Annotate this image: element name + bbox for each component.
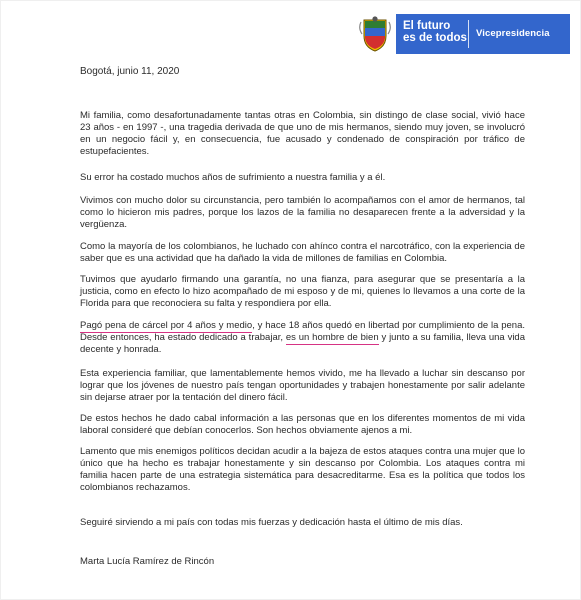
highlight-phrase: es un hombre de bien [285,332,379,343]
brand-divider [468,20,469,48]
paragraph: Mi familia, como desafortunadamente tantas otras en Colombia, sin distingo de clase social, vivió hace 23 años - en 1997 -, una tragedia derivada de que uno de mis hermanos, siendo muy joven, se involucró en un negocio fácil y, en consecuencia, fue acusado y condenado de conspiración por tráfico de estupefacientes. [80,110,525,157]
paragraph: Vivimos con mucho dolor su circunstancia, pero también lo acompañamos con el amor de hermanos, tal como lo hicieron mis padres, porque los lazos de la familia no desaparecen frente a la adversidad y la vergüenza. [80,195,525,230]
paragraph-highlighted [80,320,525,356]
brand-line-1: El futuro [403,20,451,32]
paragraph: Lamento que mis enemigos políticos decidan acudir a la bajeza de estos ataques contra una mujer que lo único que ha hecho es trabajar honestamente y sin descanso por Colombia. Los ataques contra mi familia hacen parte de una estrategia sistemática para desacreditarme. Esa es la política que todos los colombianos rechazamos. [80,446,525,493]
signature-name: Marta Lucía Ramírez de Rincón [80,556,215,567]
office-name: Vicepresidencia [476,28,550,39]
paragraph: Esta experiencia familiar, que lamentablemente hemos vivido, me ha llevado a luchar sin descanso por lograr que los jóvenes de nuestro país tengan oportunidades y trabajen honestamente por salir adelante sin dejarse atraer por la tentación del dinero fácil. [80,368,525,403]
letterhead [358,14,570,54]
paragraph-text: , y hace 18 años quedó en libertad por cumplimiento de la pena. Desde entonces, ha estado dedicado a trabajar, [80,320,525,343]
coat-of-arms-icon [358,16,392,52]
letter-date: Bogotá, junio 11, 2020 [80,66,180,77]
paragraph: Como la mayoría de los colombianos, he luchado con ahínco contra el narcotráfico, con la experiencia de saber que es una actividad que ha dañado la vida de millones de familias en Colombia. [80,241,525,264]
paragraph: Seguiré sirviendo a mi país con todas mis fuerzas y dedicación hasta el último de mis días. [80,517,463,528]
brand-line-2: es de todos [403,32,467,44]
paragraph: Tuvimos que ayudarlo firmando una garantía, no una fianza, para asegurar que se presentaría a la justicia, como en efecto lo hizo acompañado de mi esposo y de mi, quienes lo llevamos a una corte de la Florida para que reconociera su falta y respondiera por ella. [80,274,525,309]
paragraph: Su error ha costado muchos años de sufrimiento a nuestra familia y a él. [80,172,386,183]
paragraph: De estos hechos he dado cabal información a las personas que en los diferentes momentos de mi vida laboral consideré que debían conocerlos. Son hechos obviamente ajenos a mi. [80,413,525,436]
paragraph-text: y junto a su familia, lleva una vida decente y honrada. [80,332,525,355]
brand-slogan [403,20,473,44]
highlight-sentence: Pagó pena de cárcel por 4 años y medio [80,320,253,331]
